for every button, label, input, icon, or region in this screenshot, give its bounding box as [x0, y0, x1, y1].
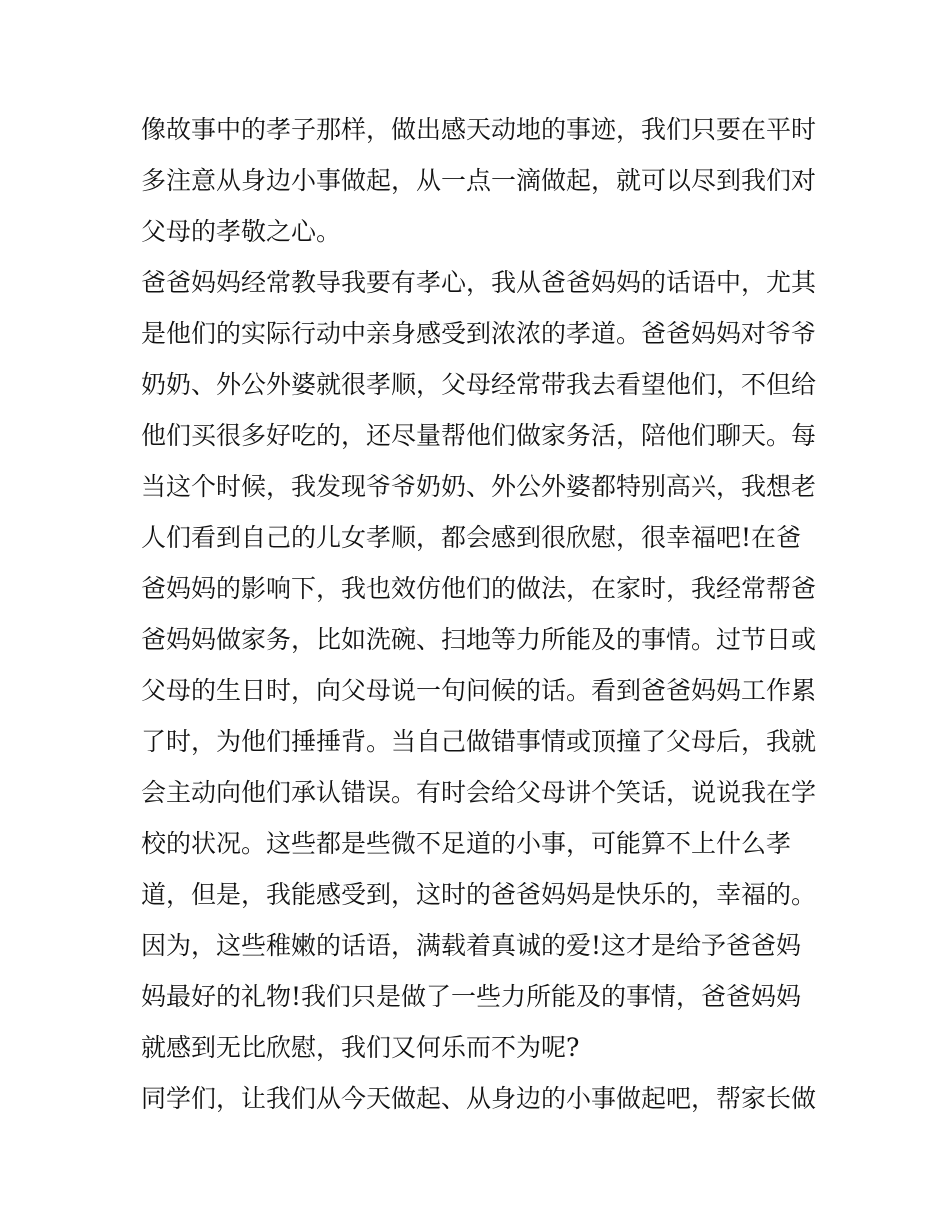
text-line: 他们买很多好吃的，还尽量帮他们做家务活，陪他们聊天。每 — [141, 421, 817, 450]
text-line: 爸爸妈妈经常教导我要有孝心，我从爸爸妈妈的话语中，尤其 — [141, 268, 817, 297]
text-line: 像故事中的孝子那样，做出感天动地的事迹，我们只要在平时 — [141, 115, 817, 144]
text-line: 父母的孝敬之心。 — [141, 217, 342, 246]
text-line: 多注意从身边小事做起，从一点一滴做起，就可以尽到我们对 — [141, 166, 817, 195]
body-text — [141, 104, 821, 1124]
text-line: 妈最好的礼物!我们只是做了一些力所能及的事情，爸爸妈妈 — [141, 982, 802, 1011]
text-line: 人们看到自己的儿女孝顺，都会感到很欣慰，很幸福吧!在爸 — [141, 523, 802, 552]
text-line: 校的状况。这些都是些微不足道的小事，可能算不上什么孝 — [141, 829, 792, 858]
text-line: 会主动向他们承认错误。有时会给父母讲个笑话，说说我在学 — [141, 778, 817, 807]
text-line: 同学们，让我们从今天做起、从身边的小事做起吧，帮家长做 — [141, 1084, 817, 1113]
text-line: 就感到无比欣慰，我们又何乐而不为呢? — [141, 1033, 580, 1062]
text-line: 了时，为他们捶捶背。当自己做错事情或顶撞了父母后，我就 — [141, 727, 817, 756]
text-line: 是他们的实际行动中亲身感受到浓浓的孝道。爸爸妈妈对爷爷 — [141, 319, 817, 348]
text-line: 当这个时候，我发现爷爷奶奶、外公外婆都特别高兴，我想老 — [141, 472, 817, 501]
text-line: 爸妈妈做家务，比如洗碗、扫地等力所能及的事情。过节日或 — [141, 625, 817, 654]
text-line: 因为，这些稚嫩的话语，满载着真诚的爱!这才是给予爸爸妈 — [141, 931, 802, 960]
text-line: 道，但是，我能感受到，这时的爸爸妈妈是快乐的，幸福的。 — [141, 880, 817, 909]
text-line: 奶奶、外公外婆就很孝顺，父母经常带我去看望他们，不但给 — [141, 370, 817, 399]
text-line: 爸妈妈的影响下，我也效仿他们的做法，在家时，我经常帮爸 — [141, 574, 817, 603]
text-line: 父母的生日时，向父母说一句问候的话。看到爸爸妈妈工作累 — [141, 676, 817, 705]
